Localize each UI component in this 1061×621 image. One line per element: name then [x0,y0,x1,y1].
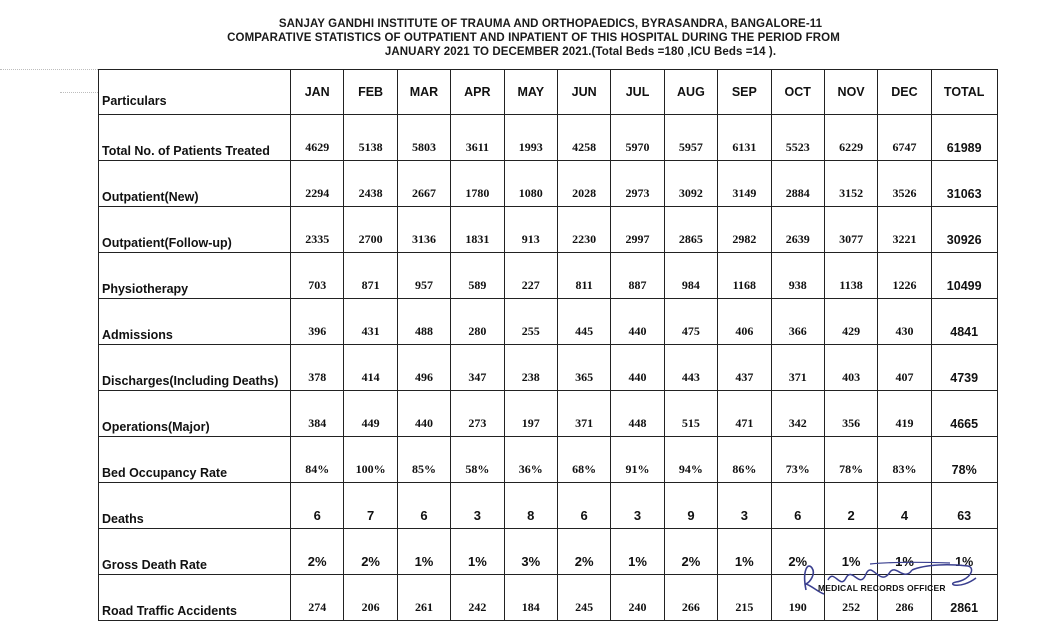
table-cell: 378 [291,345,344,391]
table-cell: 252 [824,575,877,621]
month-header-jan: JAN [291,70,344,115]
row-label: Road Traffic Accidents [99,575,291,621]
table-cell: 206 [344,575,397,621]
signature [800,560,990,600]
table-cell: 396 [291,299,344,345]
table-row [99,483,998,529]
table-cell: 2028 [557,161,610,207]
table-cell: 3526 [878,161,931,207]
row-total: 30926 [931,207,997,253]
table-cell: 703 [291,253,344,299]
table-cell: 7 [344,483,397,529]
institute-title: SANJAY GANDHI INSTITUTE OF TRAUMA AND ORTHOPAEDICS, BYRASANDRA, BANGALORE-11 [278,18,823,30]
table-cell: 356 [824,391,877,437]
table-cell: 3092 [664,161,717,207]
month-header-nov: NOV [824,70,877,115]
table-cell: 6 [557,483,610,529]
table-cell: 85% [397,437,450,483]
table-cell: 440 [611,299,664,345]
table-cell: 440 [397,391,450,437]
table-cell: 9 [664,483,717,529]
table-cell: 3 [451,483,504,529]
month-header-sep: SEP [718,70,771,115]
table-cell: 406 [718,299,771,345]
table-cell: 36% [504,437,557,483]
table-cell: 811 [557,253,610,299]
table-cell: 91% [611,437,664,483]
table-cell: 2% [557,529,610,575]
row-total: 2861 [931,575,997,621]
month-header-jun: JUN [557,70,610,115]
table-cell: 1226 [878,253,931,299]
table-row [99,207,998,253]
table-row [99,299,998,345]
table-cell: 266 [664,575,717,621]
table-cell: 2997 [611,207,664,253]
row-label: Bed Occupancy Rate [99,437,291,483]
table-cell: 887 [611,253,664,299]
table-cell: 2230 [557,207,610,253]
table-cell: 957 [397,253,450,299]
table-cell: 2982 [718,207,771,253]
table-cell: 73% [771,437,824,483]
table-cell: 5803 [397,115,450,161]
table-cell: 190 [771,575,824,621]
table-cell: 2884 [771,161,824,207]
row-total: 4739 [931,345,997,391]
table-cell: 83% [878,437,931,483]
row-label: Total No. of Patients Treated [99,115,291,161]
table-cell: 3149 [718,161,771,207]
scan-artifact-line [0,69,98,70]
month-header-may: MAY [504,70,557,115]
month-header-oct: OCT [771,70,824,115]
table-cell: 2% [664,529,717,575]
table-cell: 384 [291,391,344,437]
table-cell: 1% [878,529,931,575]
row-total: 4841 [931,299,997,345]
row-total: 10499 [931,253,997,299]
table-row [99,161,998,207]
table-cell: 4 [878,483,931,529]
table-cell: 3077 [824,207,877,253]
total-header: TOTAL [931,70,997,115]
table-cell: 8 [504,483,557,529]
table-cell: 984 [664,253,717,299]
table-cell: 1138 [824,253,877,299]
table-cell: 274 [291,575,344,621]
table-cell: 2335 [291,207,344,253]
table-cell: 3152 [824,161,877,207]
table-cell: 227 [504,253,557,299]
table-cell: 414 [344,345,397,391]
table-cell: 6131 [718,115,771,161]
table-cell: 86% [718,437,771,483]
table-row [99,391,998,437]
table-cell: 366 [771,299,824,345]
row-total: 4665 [931,391,997,437]
statistics-table [98,69,998,621]
table-cell: 6747 [878,115,931,161]
table-cell: 2% [344,529,397,575]
row-total: 78% [931,437,997,483]
table-cell: 273 [451,391,504,437]
table-cell: 3 [718,483,771,529]
table-cell: 5523 [771,115,824,161]
table-cell: 255 [504,299,557,345]
table-cell: 1168 [718,253,771,299]
table-cell: 58% [451,437,504,483]
table-cell: 2 [824,483,877,529]
table-cell: 2973 [611,161,664,207]
table-cell: 515 [664,391,717,437]
table-cell: 4258 [557,115,610,161]
table-cell: 6 [397,483,450,529]
table-body [99,115,998,621]
table-cell: 371 [557,391,610,437]
table-row [99,253,998,299]
table-cell: 913 [504,207,557,253]
report-subtitle: COMPARATIVE STATISTICS OF OUTPATIENT AND INPATIENT OF THIS HOSPITAL DURING THE PERIOD FROM [227,32,840,44]
particulars-header: Particulars [99,70,291,115]
table-cell: 4629 [291,115,344,161]
document-header [0,17,1061,59]
table-cell: 286 [878,575,931,621]
table-cell: 68% [557,437,610,483]
table-cell: 443 [664,345,717,391]
table-cell: 94% [664,437,717,483]
table-cell: 3136 [397,207,450,253]
month-header-aug: AUG [664,70,717,115]
table-cell: 245 [557,575,610,621]
table-cell: 2% [771,529,824,575]
table-cell: 431 [344,299,397,345]
table-cell: 496 [397,345,450,391]
row-total: 61989 [931,115,997,161]
table-cell: 1831 [451,207,504,253]
table-cell: 242 [451,575,504,621]
table-cell: 437 [718,345,771,391]
table-row [99,345,998,391]
month-header-jul: JUL [611,70,664,115]
table-cell: 448 [611,391,664,437]
table-cell: 1% [611,529,664,575]
table-cell: 429 [824,299,877,345]
table-cell: 1% [824,529,877,575]
table-cell: 2294 [291,161,344,207]
month-header-mar: MAR [397,70,450,115]
table-cell: 3% [504,529,557,575]
table-cell: 84% [291,437,344,483]
table-cell: 475 [664,299,717,345]
table-cell: 1993 [504,115,557,161]
row-total: 63 [931,483,997,529]
table-cell: 371 [771,345,824,391]
table-cell: 1780 [451,161,504,207]
table-cell: 240 [611,575,664,621]
table-cell: 488 [397,299,450,345]
table-cell: 1080 [504,161,557,207]
table-cell: 407 [878,345,931,391]
table-cell: 261 [397,575,450,621]
table-cell: 197 [504,391,557,437]
table-cell: 6 [771,483,824,529]
table-cell: 6 [291,483,344,529]
month-header-apr: APR [451,70,504,115]
table-cell: 5957 [664,115,717,161]
row-label: Admissions [99,299,291,345]
table-cell: 589 [451,253,504,299]
report-period: JANUARY 2021 TO DECEMBER 2021.(Total Beds =180 ,ICU Beds =14 ). [384,46,777,58]
table-cell: 1% [397,529,450,575]
table-cell: 2667 [397,161,450,207]
table-cell: 347 [451,345,504,391]
table-cell: 3 [611,483,664,529]
table-cell: 6229 [824,115,877,161]
table-cell: 449 [344,391,397,437]
table-cell: 342 [771,391,824,437]
table-cell: 445 [557,299,610,345]
table-cell: 215 [718,575,771,621]
row-label: Outpatient(Follow-up) [99,207,291,253]
table-cell: 419 [878,391,931,437]
row-label: Physiotherapy [99,253,291,299]
table-cell: 2700 [344,207,397,253]
table-row [99,115,998,161]
row-label: Deaths [99,483,291,529]
row-label: Discharges(Including Deaths) [99,345,291,391]
scan-artifact-line [60,92,98,93]
month-header-dec: DEC [878,70,931,115]
month-header-feb: FEB [344,70,397,115]
table-cell: 2438 [344,161,397,207]
table-row [99,437,998,483]
table-cell: 871 [344,253,397,299]
table-cell: 1% [451,529,504,575]
table-cell: 2% [291,529,344,575]
table-cell: 440 [611,345,664,391]
table-cell: 365 [557,345,610,391]
row-total: 1% [931,529,997,575]
table-cell: 430 [878,299,931,345]
table-cell: 78% [824,437,877,483]
row-total: 31063 [931,161,997,207]
table-cell: 5138 [344,115,397,161]
table-cell: 1% [718,529,771,575]
table-cell: 5970 [611,115,664,161]
table-cell: 3221 [878,207,931,253]
table-header-row [99,70,998,115]
row-label: Operations(Major) [99,391,291,437]
row-label: Gross Death Rate [99,529,291,575]
table-cell: 2639 [771,207,824,253]
table-cell: 403 [824,345,877,391]
table-cell: 280 [451,299,504,345]
table-cell: 471 [718,391,771,437]
table-cell: 938 [771,253,824,299]
table-cell: 238 [504,345,557,391]
row-label: Outpatient(New) [99,161,291,207]
table-cell: 184 [504,575,557,621]
table-cell: 3611 [451,115,504,161]
signature-title: MEDICAL RECORDS OFFICER [818,583,946,593]
table-cell: 2865 [664,207,717,253]
table-cell: 100% [344,437,397,483]
